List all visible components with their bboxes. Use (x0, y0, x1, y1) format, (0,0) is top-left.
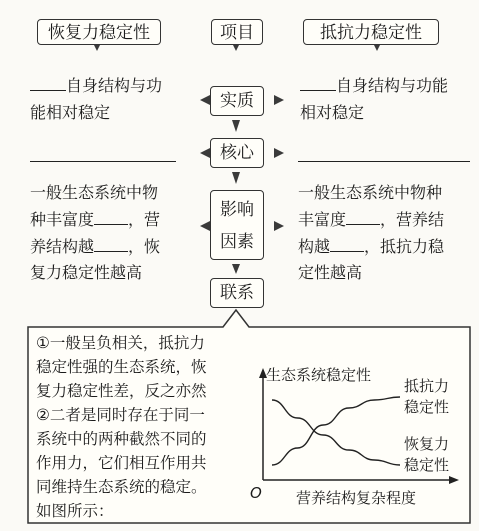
series-label-resistance (404, 376, 460, 418)
factors-left-seg-5: ，恢 (128, 237, 161, 256)
relation-line-1: ①一般呈负相关，抵抗力 (36, 334, 205, 352)
essence-left-line-2: 能相对稳定 (30, 103, 111, 122)
essence-left-line-1: 自身结构与功 (66, 76, 163, 95)
factors-right-line-1: 一般生态系统中物种 (298, 183, 443, 202)
relation-line-3: 复力稳定性差，反之亦然 (36, 382, 207, 400)
core-label: 核心 (220, 143, 254, 163)
factors-label-line-2: 因素 (220, 232, 254, 252)
chart-xlabel: 营养结构复杂程度 (296, 489, 417, 507)
relation-line-5: 系统中的两种截然不同的 (36, 430, 207, 448)
factors-label-line-1: 影响 (220, 200, 254, 220)
series-label-resistance-text: 抵抗力稳定性 (404, 377, 450, 416)
factors-right-line-4: 定性越高 (298, 263, 363, 282)
header-left-label: 恢复力稳定性 (48, 23, 150, 43)
header-center-label: 项目 (220, 23, 254, 43)
factors-right-seg-3: ，营养结 (380, 210, 445, 229)
factors-left-seg-4: 养结构越 (30, 237, 95, 256)
relation-line-7: 同维持生态系统的稳定。 (36, 478, 207, 496)
x-axis-arrow (449, 476, 459, 484)
series-line-resistance (272, 397, 400, 465)
relation-line-6: 作用力，它们相互作用共 (36, 454, 207, 472)
relation-line-4: ②二者是同时存在于同一 (36, 406, 205, 424)
factors-right-seg-2: 丰富度 (298, 210, 347, 229)
factors-left-seg-3: ，营 (128, 210, 161, 229)
chart-origin: O (250, 484, 262, 502)
factors-right-seg-5: ，抵抗力稳 (364, 237, 445, 256)
essence-right-line-1: 自身结构与功能 (336, 76, 449, 95)
factors-right-seg-4: 构越 (298, 237, 331, 256)
series-label-resilience-text: 恢复力稳定性 (404, 435, 450, 474)
factors-left-line-4: 复力稳定性越高 (30, 263, 143, 282)
series-line-resilience (272, 400, 400, 465)
factors-left-seg-2: 种丰富度 (30, 210, 95, 229)
header-right-label: 抵抗力稳定性 (320, 23, 422, 43)
chart-ylabel: 生态系统稳定性 (266, 366, 372, 384)
relation-label: 联系 (220, 283, 254, 303)
relation-line-2: 稳定性强的生态系统，恢 (36, 358, 207, 376)
factors-left-line-1: 一般生态系统中物 (30, 183, 159, 202)
series-label-resilience (404, 434, 460, 476)
essence-right-line-2: 相对稳定 (300, 103, 365, 122)
essence-label: 实质 (220, 91, 254, 111)
relation-line-8: 如图所示： (36, 502, 114, 520)
